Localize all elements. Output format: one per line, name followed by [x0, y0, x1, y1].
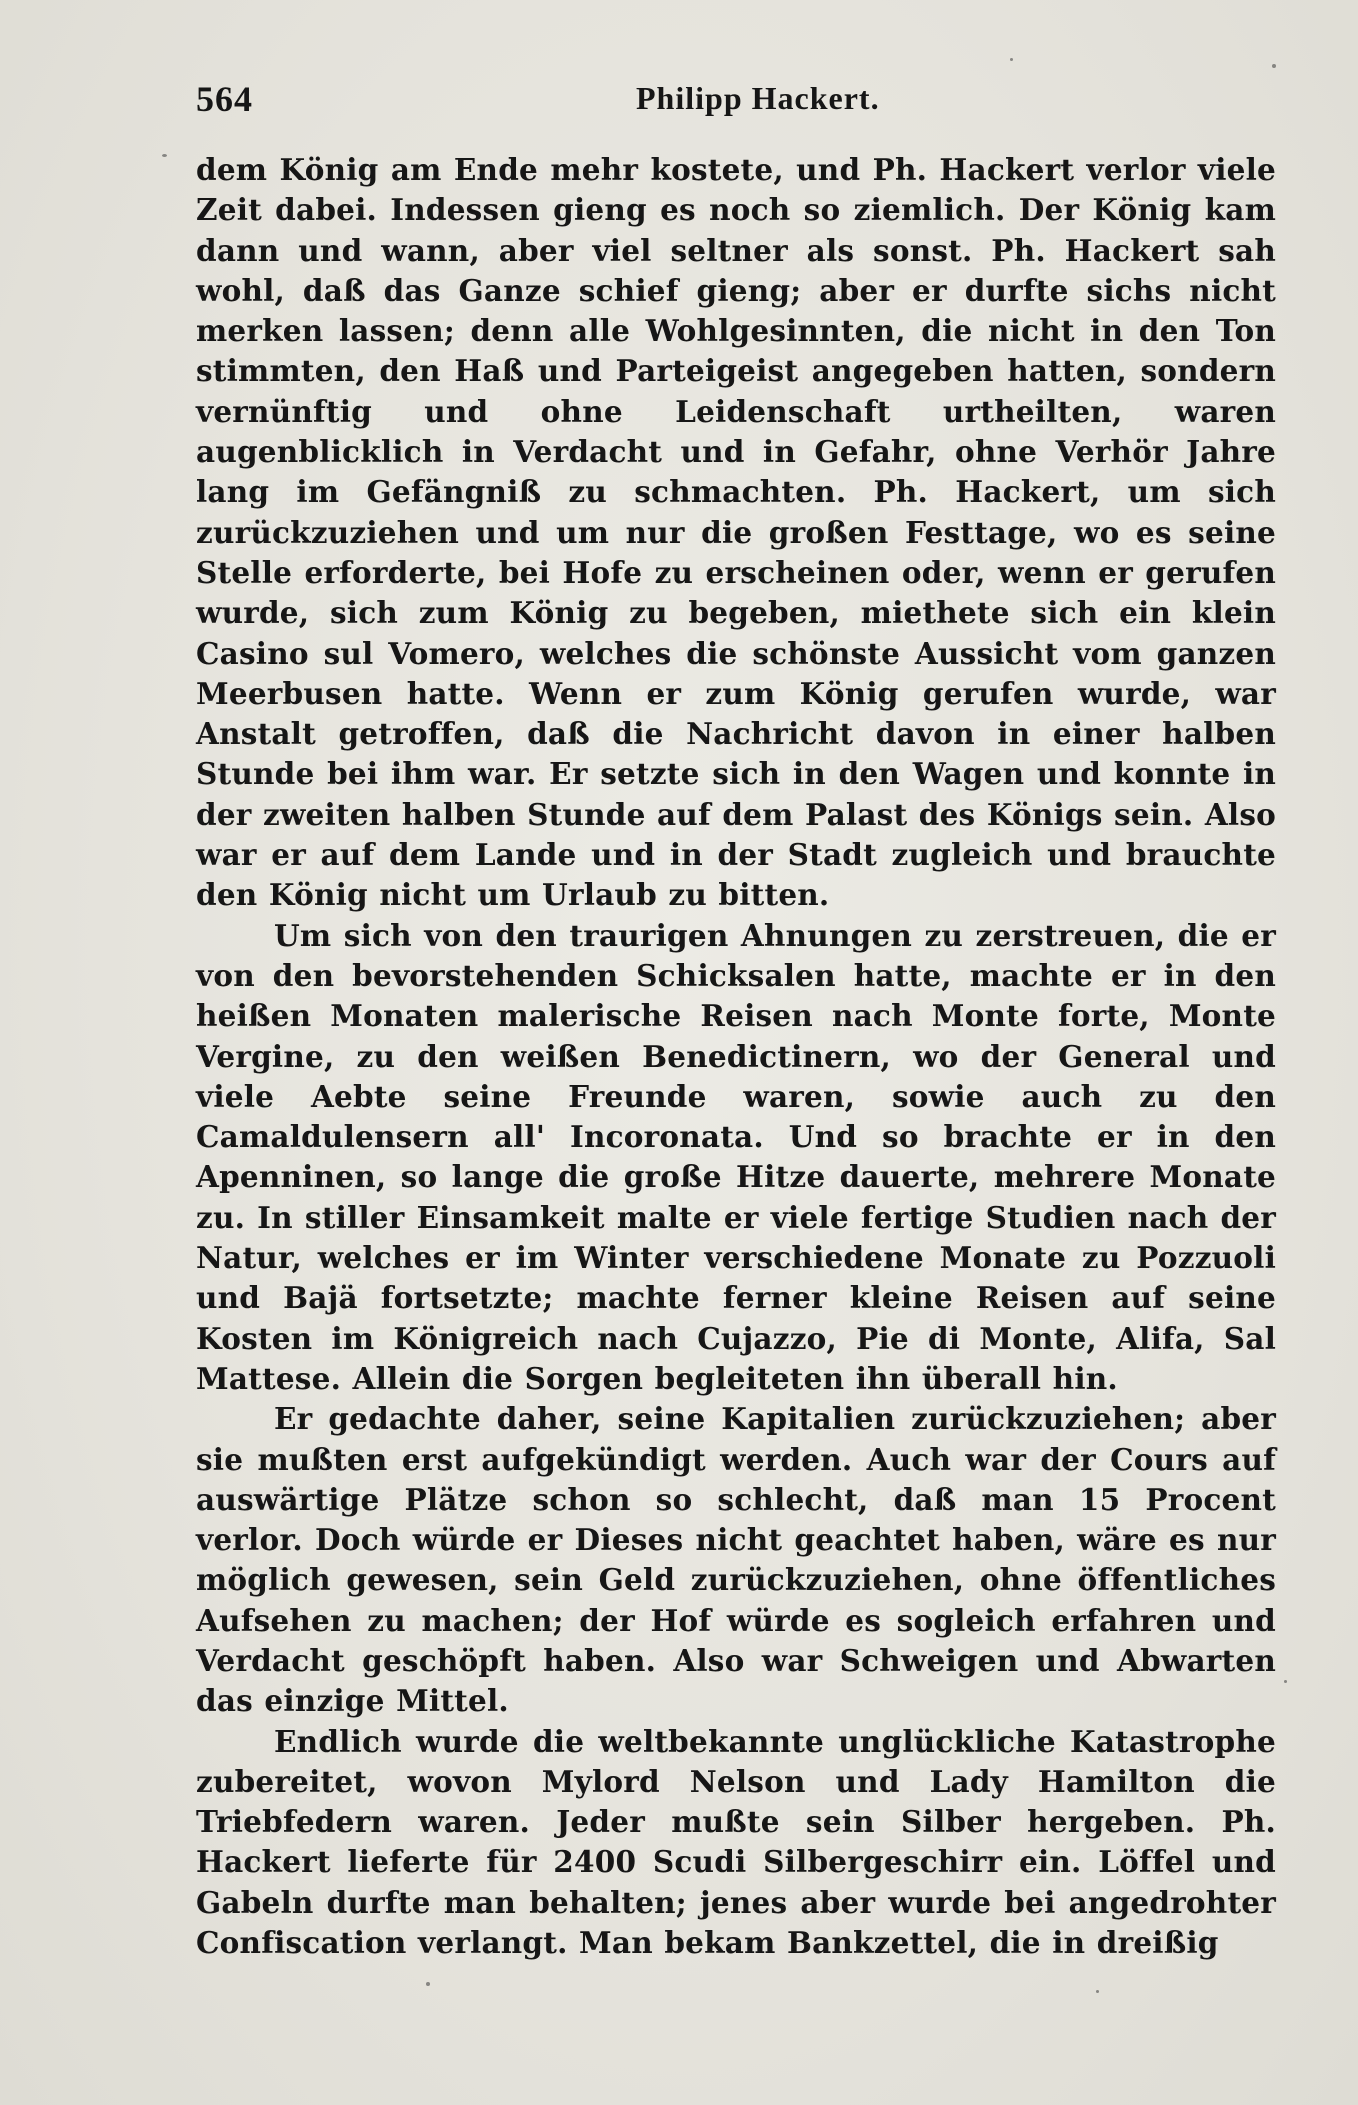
paragraph-3: Er gedachte daher, seine Kapitalien zurückzuziehen; aber sie mußten erst aufgekündigt werden. Auch war der Cours auf auswärtige Plätze schon so schlecht, daß man 15 Procent verlor. Doch würde er Dieses nicht geachtet haben, wäre es nur möglich gewesen, sein Geld zurückzuziehen, ohne öffentliches Aufsehen zu machen; der Hof würde es sogleich erfahren und Verdacht geschöpft haben. Also war Schweigen und Abwarten das einzige Mittel.: [196, 1401, 1276, 1719]
scan-speck: [1096, 1990, 1099, 1993]
paragraph-1: dem König am Ende mehr kostete, und Ph. Hackert verlor viele Zeit dabei. Indessen gieng es noch so ziemlich. Der König kam dann und wann, aber viel seltner als sonst. Ph. Hackert sah wohl, daß das Ganze schief gieng; aber er durfte sichs nicht merken lassen; denn alle Wohlgesinnten, die nicht in den Ton stimmten, den Haß und Parteigeist angegeben hatten, sondern vernünftig und ohne Leidenschaft urtheilten, waren augenblicklich in Verdacht und in Gefahr, ohne Verhör Jahre lang im Gefängniß zu schmachten. Ph. Hackert, um sich zurückzuziehen und um nur die großen Festtage, wo es seine Stelle erforderte, bei Hofe zu erscheinen oder, wenn er gerufen wurde, sich zum König zu begeben, miethete sich ein klein Casino sul Vomero, welches die schönste Aussicht vom ganzen Meerbusen hatte. Wenn er zum König gerufen wurde, war Anstalt getroffen, daß die Nachricht davon in einer halben Stunde bei ihm war. Er setzte sich in den Wagen und konnte in der zweiten halben Stunde auf dem Palast des Königs sein. Also war er auf dem Lande und in der Stadt zugleich und brauchte den König nicht um Urlaub zu bitten.: [196, 152, 1277, 913]
paragraph-2: Um sich von den traurigen Ahnungen zu zerstreuen, die er von den bevorstehenden Schicksalen hatte, machte er in den heißen Monaten malerische Reisen nach Monte forte, Monte Vergine, zu den weißen Benedictinern, wo der General und viele Aebte seine Freunde waren, sowie auch zu den Camaldulensern all' Incoronata. Und so brachte er in den Apenninen, so lange die große Hitze dauerte, mehrere Monate zu. In stiller Einsamkeit malte er viele fertige Studien nach der Natur, welches er im Winter verschiedene Monate zu Pozzuoli und Bajä fortsetzte; machte ferner kleine Reisen auf seine Kosten im Königreich nach Cujazzo, Pie di Monte, Alifa, Sal Mattese. Allein die Sorgen begleiteten ihn überall hin.: [196, 917, 1276, 1396]
running-title: Philipp Hackert.: [636, 80, 880, 116]
paragraph-4: Endlich wurde die weltbekannte unglückliche Katastrophe zubereitet, wovon Mylord Nelson und Lady Hamilton die Triebfedern waren. Jeder mußte sein Silber hergeben. Ph. Hackert lieferte für 2400 Scudi Silbergeschirr ein. Löffel und Gabeln durfte man behalten; jenes aber wurde bei angedrohter Confiscation verlangt. Man bekam Bankzettel, die in dreißig: [196, 1723, 1276, 1961]
body-text: [196, 150, 1276, 1963]
scan-speck: [426, 1982, 430, 1986]
page-header: [196, 78, 1276, 128]
scan-speck: [1272, 64, 1276, 68]
scan-speck: [1284, 1680, 1287, 1683]
scan-speck: [1010, 58, 1013, 61]
page-number: 564: [196, 79, 253, 119]
scan-speck: [162, 154, 167, 157]
